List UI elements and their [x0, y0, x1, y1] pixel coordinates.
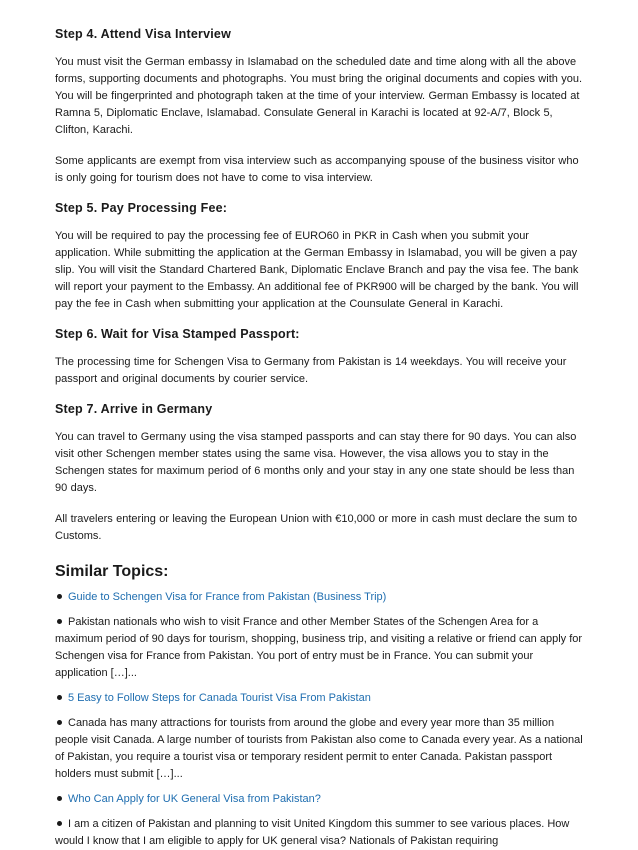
step6-paragraph-1: The processing time for Schengen Visa to Germany from Pakistan is 14 weekdays. You will receive your passport and original documents by courier service.: [55, 356, 567, 385]
similar-topic-summary: [55, 614, 583, 682]
similar-topic-summary: [55, 816, 583, 850]
bullet-icon: [57, 821, 62, 826]
step5-paragraph-1: You will be required to pay the processing fee of EURO60 in PKR in Cash when you submit your application. While submitting the application at the German Embassy in Islamabad, you will be given a pay slip. You will visit the Standard Chartered Bank, Diplomatic Enclave Branch and pay the visa fee. The bank will report your payment to the Embassy. An additional fee of PKR900 will be charged by the bank. You will pay the fee in Cash when submitting your application at the Counsulate General in Karachi.: [55, 230, 579, 310]
step6-heading: Step 6. Wait for Visa Stamped Passport:: [55, 327, 300, 341]
similar-topic-summary-text: I am a citizen of Pakistan and planning to visit United Kingdom this summer to see various places. How would I know that I am eligible to apply for UK general visa? Nationals of Pakistan requiring: [55, 818, 570, 847]
step5-heading: Step 5. Pay Processing Fee:: [55, 201, 228, 215]
similar-topic-summary-text: Canada has many attractions for tourists from around the globe and every year more than 35 million people visit Canada. A large number of tourists from Pakistan also come to Canada every year. As a national of Pakistan, you require a tourist visa or temporary resident permit to enter Canada. Pakistan passport holders must submit […]...: [55, 717, 583, 780]
step7-paragraph-1: You can travel to Germany using the visa stamped passports and can stay there for 90 days. You can also visit other Schengen member states using the same visa. However, the visa allows you to stay in the Schengen states for maximum period of 6 months only and your stay in any one state should be less than 90 days.: [55, 431, 577, 494]
similar-topic-link-item: [55, 791, 583, 808]
similar-topic-link[interactable]: Guide to Schengen Visa for France from Pakistan (Business Trip): [68, 591, 387, 603]
similar-topics-heading: Similar Topics:: [55, 563, 169, 580]
similar-topic-link[interactable]: 5 Easy to Follow Steps for Canada Tourist Visa From Pakistan: [68, 692, 371, 704]
similar-topic-summary: [55, 715, 583, 783]
similar-topic-link[interactable]: Who Can Apply for UK General Visa from Pakistan?: [68, 793, 321, 805]
bullet-icon: [57, 796, 62, 801]
bullet-icon: [57, 720, 62, 725]
similar-topic-link-item: [55, 589, 583, 606]
step4-heading: Step 4. Attend Visa Interview: [55, 27, 231, 41]
bullet-icon: [57, 594, 62, 599]
step7-paragraph-2: All travelers entering or leaving the European Union with €10,000 or more in cash must declare the sum to Customs.: [55, 513, 578, 542]
bullet-icon: [57, 695, 62, 700]
step4-paragraph-2: Some applicants are exempt from visa interview such as accompanying spouse of the business visitor who is only going for tourism does not have to come to visa interview.: [55, 155, 579, 184]
step4-paragraph-1: You must visit the German embassy in Islamabad on the scheduled date and time along with all the above forms, supporting documents and photographs. You must bring the original documents and copies with you. You will be fingerprinted and photograph taken at the time of your interview. German Embassy is located at Ramna 5, Diplomatic Enclave, Islamabad. Consulate General in Karachi is located at 92-A/7, Block 5, Clifton, Karachi.: [55, 56, 583, 136]
similar-topic-link-item: [55, 690, 583, 707]
step7-heading: Step 7. Arrive in Germany: [55, 402, 213, 416]
bullet-icon: [57, 619, 62, 624]
similar-topic-summary-text: Pakistan nationals who wish to visit France and other Member States of the Schengen Area for a maximum period of 90 days for tourism, shopping, business trip, and visiting a relative or friend can apply for Schengen visa for France from Pakistan. You port of entry must be in France. You can submit your application […]...: [55, 616, 583, 679]
